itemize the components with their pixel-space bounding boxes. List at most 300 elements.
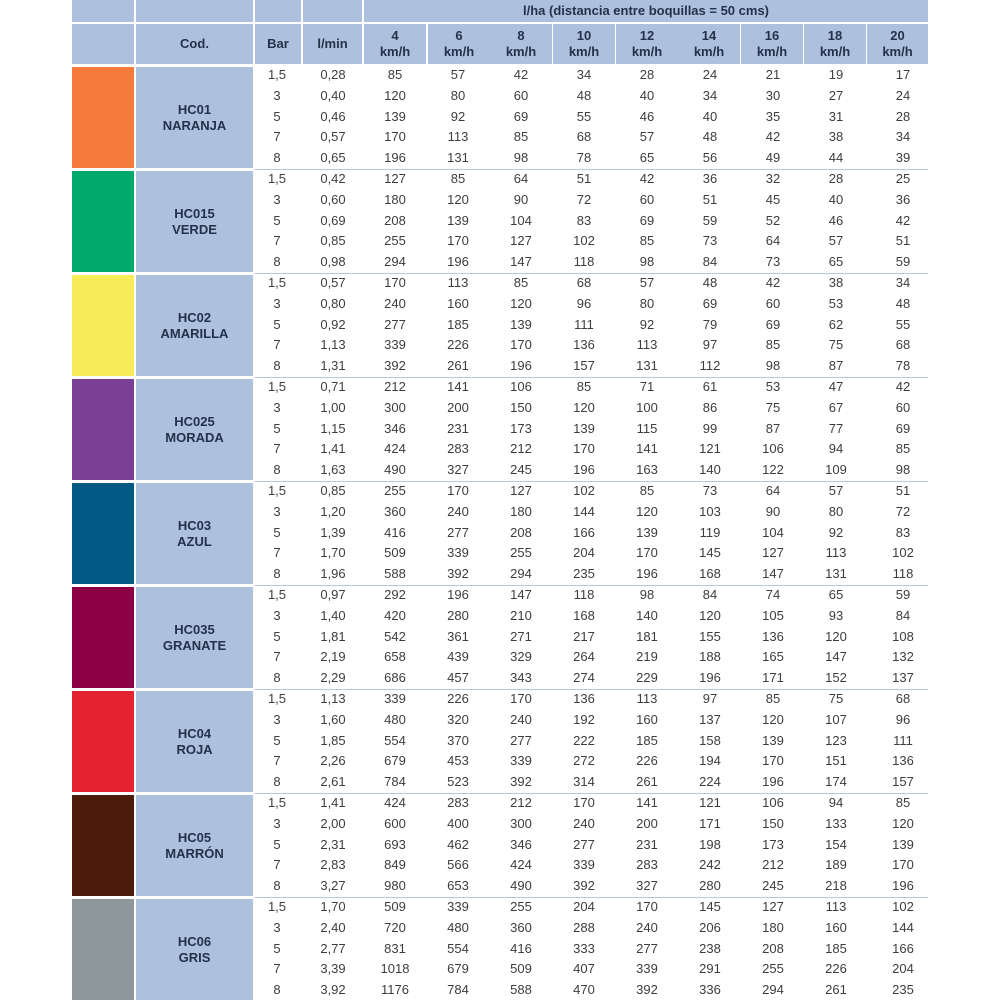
lha-value: 137 <box>892 670 914 686</box>
lha-value: 40 <box>828 191 844 207</box>
lmin-value: 2,00 <box>320 815 346 831</box>
lha-value: 277 <box>573 836 595 852</box>
lha-value: 196 <box>447 254 469 270</box>
lha-value: 42 <box>895 379 911 394</box>
lha-value: 59 <box>895 587 911 602</box>
nozzle-code-cell <box>136 691 253 792</box>
lha-value: 212 <box>384 379 406 394</box>
lha-value: 346 <box>510 836 532 852</box>
lmin-value: 1,41 <box>320 795 346 810</box>
lha-value: 170 <box>573 795 595 810</box>
bar-value: 7 <box>273 441 281 457</box>
lha-value: 416 <box>384 524 406 540</box>
lha-value: 157 <box>892 774 914 790</box>
lha-value: 57 <box>828 483 844 498</box>
header-blank-cod <box>136 0 253 22</box>
lha-value: 255 <box>510 899 532 914</box>
lmin-value: 0,71 <box>320 379 346 394</box>
lha-value: 170 <box>636 899 658 914</box>
nozzle-code: HC05 <box>177 829 212 845</box>
bar-value: 1,5 <box>267 587 287 602</box>
lha-value: 136 <box>573 337 595 353</box>
lha-value: 229 <box>636 670 658 686</box>
lha-value: 36 <box>702 171 718 186</box>
speed-value: 6 <box>455 28 463 43</box>
lha-value: 121 <box>699 795 721 810</box>
lha-value: 42 <box>895 212 911 228</box>
bar-value: 5 <box>273 940 281 956</box>
lha-value: 158 <box>699 732 721 748</box>
lha-value: 46 <box>828 212 844 228</box>
lha-value: 83 <box>576 212 592 228</box>
lha-value: 283 <box>447 795 469 810</box>
lha-value: 154 <box>825 836 847 852</box>
speed-unit: km/h <box>379 44 411 59</box>
lha-value: 204 <box>573 899 595 914</box>
lha-value: 28 <box>828 171 844 186</box>
lha-value: 60 <box>765 295 781 311</box>
lha-value: 57 <box>639 129 655 145</box>
lha-value: 139 <box>510 316 532 332</box>
nozzle-code: HC03 <box>177 517 212 533</box>
lmin-value: 0,97 <box>320 587 346 602</box>
lha-value: 34 <box>895 275 911 290</box>
lha-value: 17 <box>895 67 911 82</box>
bar-value: 1,5 <box>267 275 287 290</box>
lha-value: 127 <box>384 171 406 186</box>
header-bar: Bar <box>255 24 301 64</box>
lha-value: 46 <box>639 108 655 124</box>
speed-value: 16 <box>764 28 780 43</box>
color-swatch-hc015 <box>72 171 134 272</box>
nozzle-code: HC02 <box>177 309 212 325</box>
lha-value: 113 <box>447 275 469 290</box>
lha-value: 69 <box>702 295 718 311</box>
header-blank-color <box>72 0 134 22</box>
lha-value: 131 <box>636 358 658 374</box>
lha-value: 480 <box>384 711 406 727</box>
lmin-value: 1,13 <box>320 337 346 353</box>
lha-value: 56 <box>702 150 718 166</box>
nozzle-code-cell <box>136 379 253 480</box>
bar-value: 1,5 <box>267 67 287 82</box>
lha-value: 166 <box>892 940 914 956</box>
lha-value: 283 <box>636 857 658 873</box>
lha-value: 122 <box>762 462 784 478</box>
lha-value: 231 <box>447 420 469 436</box>
bar-value: 8 <box>273 566 281 582</box>
lha-value: 980 <box>384 878 406 894</box>
lmin-value: 0,65 <box>320 150 346 166</box>
bar-value: 7 <box>273 233 281 249</box>
lha-value: 92 <box>639 316 655 332</box>
lha-value: 245 <box>510 462 532 478</box>
lha-value: 73 <box>765 254 781 270</box>
lha-value: 78 <box>576 150 592 166</box>
speed-unit: km/h <box>693 44 725 59</box>
nozzle-code-cell <box>136 275 253 376</box>
lha-value: 849 <box>384 857 406 873</box>
lha-value: 52 <box>765 212 781 228</box>
lha-value: 147 <box>510 587 532 602</box>
lha-value: 108 <box>892 628 914 644</box>
lha-value: 83 <box>895 524 911 540</box>
lha-value: 24 <box>702 67 718 82</box>
lmin-value: 2,31 <box>320 836 346 852</box>
header-speed-6 <box>428 24 490 64</box>
lha-value: 55 <box>895 316 911 332</box>
lha-value: 38 <box>828 275 844 290</box>
lmin-value: 0,42 <box>320 171 346 186</box>
header-blank-bar <box>255 0 301 22</box>
lha-value: 69 <box>765 316 781 332</box>
lha-value: 42 <box>513 67 529 82</box>
lmin-value: 1,85 <box>320 732 346 748</box>
lha-value: 68 <box>895 337 911 353</box>
header-speed-16 <box>741 24 803 64</box>
lha-value: 103 <box>699 503 721 519</box>
nozzle-code-cell <box>136 587 253 688</box>
lha-value: 346 <box>384 420 406 436</box>
lha-value: 588 <box>384 566 406 582</box>
lha-value: 51 <box>576 171 592 186</box>
nozzle-code-cell <box>136 899 253 1000</box>
lmin-value: 1,40 <box>320 607 346 623</box>
color-swatch-hc06 <box>72 899 134 1000</box>
speed-value: 8 <box>517 28 525 43</box>
header-title: l/ha (distancia entre boquillas = 50 cms) <box>364 0 928 22</box>
bar-value: 3 <box>273 191 281 207</box>
nozzle-color-name: VERDE <box>172 221 217 237</box>
lha-value: 339 <box>510 753 532 769</box>
lha-value: 240 <box>573 815 595 831</box>
lha-value: 261 <box>636 774 658 790</box>
bar-value: 5 <box>273 212 281 228</box>
header-color-blank <box>72 24 134 64</box>
lha-value: 140 <box>699 462 721 478</box>
header-speed-12 <box>616 24 678 64</box>
lha-value: 277 <box>510 732 532 748</box>
bar-value: 5 <box>273 316 281 332</box>
nozzle-code: HC035 <box>174 621 215 637</box>
lha-value: 240 <box>510 711 532 727</box>
bar-value: 8 <box>273 358 281 374</box>
lha-value: 600 <box>384 815 406 831</box>
lmin-value: 0,85 <box>320 483 346 498</box>
lha-value: 145 <box>699 899 721 914</box>
header-speed-10 <box>553 24 615 64</box>
speed-unit: km/h <box>568 44 600 59</box>
lha-value: 68 <box>895 691 911 706</box>
lha-value: 407 <box>573 961 595 977</box>
lha-value: 113 <box>636 691 658 706</box>
speed-unit: km/h <box>819 44 851 59</box>
lha-value: 320 <box>447 711 469 727</box>
lha-value: 131 <box>825 566 847 582</box>
lha-value: 339 <box>447 545 469 561</box>
speed-value: 20 <box>890 28 905 43</box>
lha-value: 189 <box>825 857 847 873</box>
lha-value: 784 <box>447 982 469 998</box>
lha-value: 113 <box>825 545 847 561</box>
lha-value: 140 <box>636 607 658 623</box>
lha-value: 78 <box>895 358 911 374</box>
lmin-value: 1,15 <box>320 420 346 436</box>
lha-value: 38 <box>828 129 844 145</box>
lha-value: 57 <box>450 67 466 82</box>
bar-value: 3 <box>273 399 281 415</box>
lha-value: 416 <box>510 940 532 956</box>
lha-value: 462 <box>447 836 469 852</box>
lha-value: 120 <box>825 628 847 644</box>
bar-value: 5 <box>273 108 281 124</box>
lmin-value: 3,27 <box>320 878 346 894</box>
lha-value: 127 <box>762 899 784 914</box>
lha-value: 212 <box>510 441 532 457</box>
lha-value: 85 <box>765 691 781 706</box>
lha-value: 51 <box>702 191 718 207</box>
lha-value: 30 <box>765 87 781 103</box>
lha-value: 424 <box>510 857 532 873</box>
lha-value: 111 <box>893 732 913 748</box>
lha-value: 231 <box>636 836 658 852</box>
lha-value: 329 <box>510 649 532 665</box>
color-swatch-hc02 <box>72 275 134 376</box>
bar-value: 8 <box>273 462 281 478</box>
speed-value: 14 <box>701 28 717 43</box>
lha-value: 224 <box>699 774 721 790</box>
lha-value: 261 <box>447 358 469 374</box>
lha-value: 51 <box>895 483 911 498</box>
lha-value: 97 <box>702 337 718 353</box>
lmin-value: 0,92 <box>320 316 346 332</box>
lha-value: 53 <box>765 379 781 394</box>
lha-value: 196 <box>699 670 721 686</box>
lha-value: 300 <box>384 399 406 415</box>
lha-value: 144 <box>573 503 595 519</box>
lha-value: 392 <box>447 566 469 582</box>
lha-value: 94 <box>828 441 844 457</box>
color-swatch-hc035 <box>72 587 134 688</box>
lha-value: 127 <box>510 233 532 249</box>
lha-value: 144 <box>892 919 914 935</box>
lha-value: 360 <box>510 919 532 935</box>
nozzle-color-name: AMARILLA <box>160 325 229 341</box>
bar-value: 7 <box>273 129 281 145</box>
lha-value: 139 <box>384 108 406 124</box>
lha-value: 180 <box>762 919 784 935</box>
lmin-value: 2,61 <box>320 774 346 790</box>
lha-value: 136 <box>762 628 784 644</box>
header-blank-lmin <box>303 0 362 22</box>
lha-value: 48 <box>702 275 718 290</box>
lha-value: 271 <box>510 628 532 644</box>
lha-value: 28 <box>639 67 655 82</box>
lha-value: 339 <box>636 961 658 977</box>
lha-value: 139 <box>636 524 658 540</box>
lha-value: 36 <box>895 191 911 207</box>
lha-value: 170 <box>447 233 469 249</box>
nozzle-code-cell <box>136 483 253 584</box>
lmin-value: 0,40 <box>320 87 346 103</box>
lha-value: 147 <box>825 649 847 665</box>
lha-value: 170 <box>510 337 532 353</box>
speed-value: 18 <box>827 28 843 43</box>
lha-value: 107 <box>825 711 847 727</box>
bar-value: 3 <box>273 295 281 311</box>
lha-value: 327 <box>636 878 658 894</box>
lha-value: 163 <box>636 462 658 478</box>
header-lmin: l/min <box>303 24 362 64</box>
lha-value: 457 <box>447 670 469 686</box>
nozzle-code: HC025 <box>174 413 215 429</box>
lha-value: 151 <box>825 753 847 769</box>
lha-value: 1018 <box>380 961 410 977</box>
lha-value: 300 <box>510 815 532 831</box>
lmin-value: 0,28 <box>320 67 346 82</box>
lha-value: 90 <box>513 191 529 207</box>
lha-value: 65 <box>639 150 655 166</box>
lha-value: 72 <box>895 503 911 519</box>
lha-value: 542 <box>384 628 406 644</box>
lha-value: 120 <box>762 711 784 727</box>
lha-value: 112 <box>699 358 721 374</box>
color-swatch-hc025 <box>72 379 134 480</box>
lmin-value: 1,20 <box>320 503 346 519</box>
lha-value: 118 <box>573 254 595 270</box>
lha-value: 150 <box>510 399 532 415</box>
bar-value: 7 <box>273 337 281 353</box>
lha-value: 100 <box>636 399 658 415</box>
nozzle-color-name: ROJA <box>176 741 213 757</box>
lmin-value: 2,40 <box>320 919 346 935</box>
lha-value: 171 <box>762 670 784 686</box>
lha-value: 44 <box>828 150 844 166</box>
speed-value: 4 <box>391 28 399 43</box>
bar-value: 3 <box>273 815 281 831</box>
lha-value: 174 <box>825 774 847 790</box>
lha-value: 280 <box>699 878 721 894</box>
lha-value: 102 <box>892 899 914 914</box>
lha-value: 196 <box>447 587 469 602</box>
speed-unit: km/h <box>631 44 663 59</box>
color-swatch-hc05 <box>72 795 134 896</box>
lha-value: 120 <box>384 87 406 103</box>
header-speed-20 <box>867 24 928 64</box>
lha-value: 131 <box>447 150 469 166</box>
lha-value: 194 <box>699 753 721 769</box>
bar-value: 7 <box>273 961 281 977</box>
lha-value: 180 <box>384 191 406 207</box>
lha-value: 180 <box>510 503 532 519</box>
lha-value: 343 <box>510 670 532 686</box>
lha-value: 360 <box>384 503 406 519</box>
lha-value: 94 <box>828 795 844 810</box>
lha-value: 120 <box>892 815 914 831</box>
lha-value: 226 <box>447 337 469 353</box>
nozzle-color-name: MORADA <box>165 429 224 445</box>
nozzle-code-cell <box>136 67 253 168</box>
lha-value: 67 <box>828 399 844 415</box>
lha-value: 170 <box>762 753 784 769</box>
lha-value: 113 <box>447 129 469 145</box>
lha-value: 133 <box>825 815 847 831</box>
speed-unit: km/h <box>443 44 475 59</box>
lmin-value: 0,98 <box>320 254 346 270</box>
lha-value: 196 <box>636 566 658 582</box>
lha-value: 73 <box>702 483 718 498</box>
lha-value: 42 <box>639 171 655 186</box>
nozzle-color-name: GRIS <box>178 949 211 965</box>
lha-value: 84 <box>702 254 718 270</box>
lha-value: 85 <box>576 379 592 394</box>
nozzle-code: HC06 <box>177 933 212 949</box>
nozzle-code-cell <box>136 795 253 896</box>
lha-value: 42 <box>765 129 781 145</box>
lha-value: 185 <box>636 732 658 748</box>
lmin-value: 3,39 <box>320 961 346 977</box>
lha-value: 48 <box>702 129 718 145</box>
lha-value: 60 <box>639 191 655 207</box>
lha-value: 120 <box>447 191 469 207</box>
lha-value: 99 <box>702 420 718 436</box>
lha-value: 109 <box>825 462 847 478</box>
bar-value: 3 <box>273 87 281 103</box>
lha-value: 314 <box>573 774 595 790</box>
lha-value: 120 <box>573 399 595 415</box>
nozzle-code-cell <box>136 171 253 272</box>
lha-value: 333 <box>573 940 595 956</box>
lha-value: 170 <box>636 545 658 561</box>
lha-value: 59 <box>702 212 718 228</box>
bar-value: 1,5 <box>267 899 287 914</box>
lha-value: 147 <box>762 566 784 582</box>
nozzle-code: HC01 <box>177 101 212 117</box>
lha-value: 160 <box>447 295 469 311</box>
lha-value: 34 <box>576 67 592 82</box>
lha-value: 139 <box>447 212 469 228</box>
lha-value: 39 <box>895 150 911 166</box>
lmin-value: 0,69 <box>320 212 346 228</box>
lha-value: 64 <box>513 171 529 186</box>
lmin-value: 0,80 <box>320 295 346 311</box>
lha-value: 85 <box>513 129 529 145</box>
speed-value: 12 <box>639 28 655 43</box>
lha-value: 240 <box>636 919 658 935</box>
lha-value: 294 <box>762 982 784 998</box>
lha-value: 588 <box>510 982 532 998</box>
bar-value: 3 <box>273 607 281 623</box>
lha-value: 168 <box>573 607 595 623</box>
lha-value: 75 <box>828 337 844 353</box>
lha-value: 198 <box>699 836 721 852</box>
lha-value: 181 <box>636 628 658 644</box>
lha-value: 27 <box>828 87 844 103</box>
lha-value: 210 <box>510 607 532 623</box>
lha-value: 170 <box>384 275 406 290</box>
lmin-value: 0,57 <box>320 129 346 145</box>
lha-value: 106 <box>762 795 784 810</box>
color-swatch-hc03 <box>72 483 134 584</box>
bar-value: 3 <box>273 919 281 935</box>
lha-value: 35 <box>765 108 781 124</box>
lha-value: 277 <box>384 316 406 332</box>
lha-value: 339 <box>384 691 406 706</box>
lha-value: 204 <box>892 961 914 977</box>
bar-value: 5 <box>273 628 281 644</box>
lha-value: 336 <box>699 982 721 998</box>
nozzle-code: HC015 <box>174 205 215 221</box>
